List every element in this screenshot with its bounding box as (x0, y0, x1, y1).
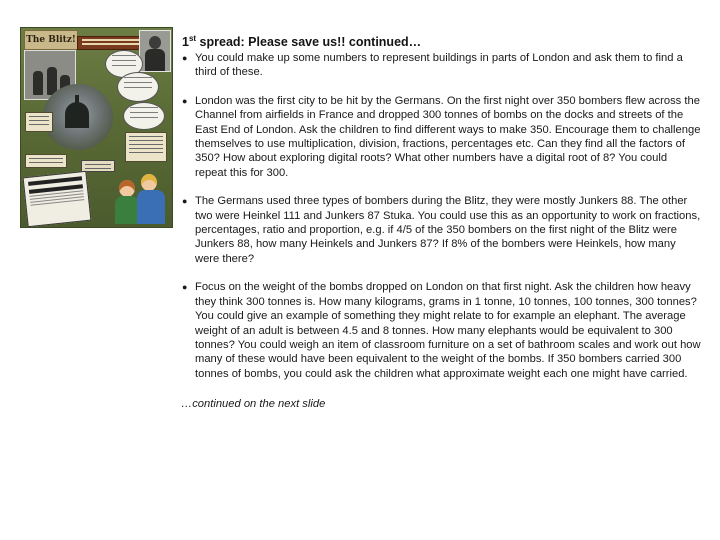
bullet-list (181, 51, 701, 395)
slide-title-suffix: st (188, 34, 197, 43)
slide-title (182, 34, 421, 49)
bullet-text: Focus on the weight of the bombs dropped on London on that first night. Ask the children how heavy they think 300 tonnes is. How many kilograms, grams in 1 tonne, 10 tonnes, 100 tonnes, 300 tonnes? You could give an example of something they might relate to for example an elephant. The average weight of an adult is between 4.5 and 8 tonnes. How many elephants would be equivalent to 300 tonnes? You could weigh an item of classroom furniture on a set of bathroom scales and work out how many of these would have been equivalent to the weight of the bombs. If 350 bombers carried 300 tonnes of bombs, you could ask the children what approximate weight each one might have carried. (195, 281, 701, 380)
bullet-item (181, 51, 701, 80)
bullet-text: You could make up some numbers to represent buildings in parts of London and ask them to find a third of these. (195, 52, 683, 79)
thumbnail-dome-silhouette (65, 102, 89, 128)
thumbnail-speech-bubble-2 (117, 72, 159, 102)
thumbnail-newspaper (23, 171, 92, 227)
thumbnail-text-box-small (25, 154, 67, 168)
spread-thumbnail (20, 27, 173, 228)
bullet-dot-icon: ● (182, 95, 188, 106)
thumbnail-title: The Blitz! (24, 30, 78, 50)
bullet-item (181, 94, 701, 180)
thumbnail-speech-bubble-3 (123, 102, 165, 130)
bullet-item (181, 280, 701, 381)
slide-title-text: spread: Please save us!! continued… (196, 35, 422, 50)
thumbnail-cartoon-children (115, 170, 167, 224)
slide-title-prefix: 1 (182, 35, 189, 50)
bullet-dot-icon: ● (182, 196, 188, 207)
bullet-text: The Germans used three types of bombers during the Blitz, they were mostly Junkers 88. The other two were Heinkel 111 and Junkers 87 Stuka. You could use this as an opportunity to work on fractions, percentages, ratio and proportion, e.g. if 4/5 of the 350 bombers on the first night of the Blitz were Junkers 88, how many Heinkels and Junkers 87? If 8% of the bombers were Heinkels, how many were there? (195, 195, 701, 265)
bullet-dot-icon: ● (182, 282, 188, 293)
continued-note: …continued on the next slide (181, 398, 326, 410)
thumbnail-text-box-left (25, 112, 53, 132)
bullet-dot-icon: ● (182, 53, 188, 63)
thumbnail-text-box-right (125, 132, 167, 162)
thumbnail-portrait-photo (139, 30, 171, 72)
bullet-text: London was the first city to be hit by the Germans. On the first night over 350 bombers flew across the Channel from airfields in France and dropped 300 tonnes of bombs on the docks and streets of the East End of London. Ask the children to find different ways to make 350. Encourage them to challenge themselves to use multiplication, division, fractions, percentages etc. Can they find all the factors of 350? How about exploring digital roots? What other numbers have a digital root of 8? You could repeat this for 300. (195, 94, 701, 179)
bullet-item (181, 194, 701, 266)
